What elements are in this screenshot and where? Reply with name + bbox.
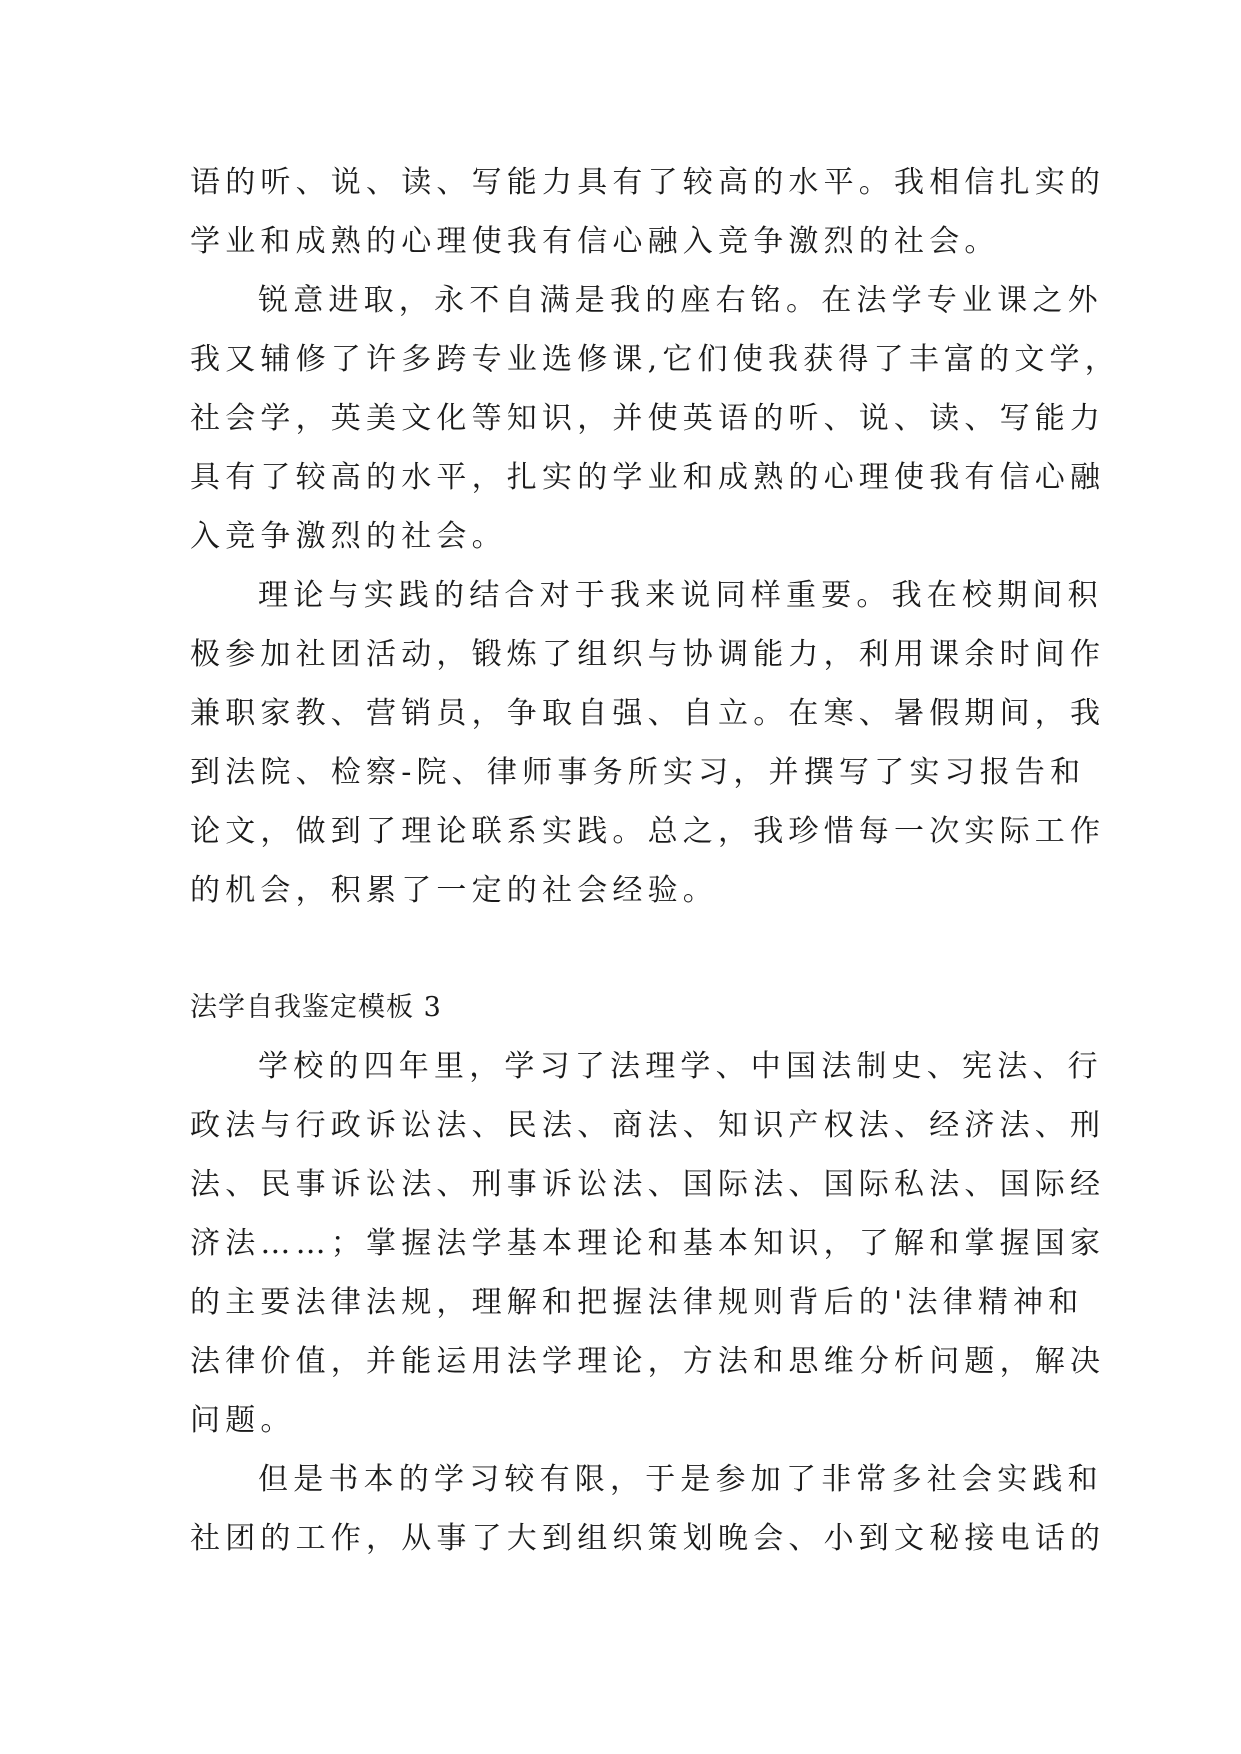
paragraph-line: 我又辅修了许多跨专业选修课,它们使我获得了丰富的文学， <box>190 342 1120 377</box>
paragraph-line: 法、民事诉讼法、刑事诉讼法、国际法、国际私法、国际经 <box>190 1167 1106 1202</box>
paragraph-line: 到法院、检察-院、律师事务所实习，并撰写了实习报告和 <box>190 755 1086 790</box>
paragraph-line: 社会学，英美文化等知识，并使英语的听、说、读、写能力 <box>190 401 1106 436</box>
paragraph-line: 法律价值，并能运用法学理论，方法和思维分析问题，解决 <box>190 1344 1106 1379</box>
paragraph-courses <box>190 1037 1106 1450</box>
paragraph-line: 入竞争激烈的社会。 <box>190 519 507 554</box>
paragraph-line: 的机会，积累了一定的社会经验。 <box>190 873 718 908</box>
document-body <box>190 153 1120 1568</box>
section-heading: 法学自我鉴定模板 3 <box>190 992 442 1023</box>
paragraph-line: 但是书本的学习较有限，于是参加了非常多社会实践和 <box>258 1462 1103 1497</box>
paragraph-line: 济法……；掌握法学基本理论和基本知识，了解和掌握国家 <box>190 1226 1106 1261</box>
paragraph-line: 问题。 <box>190 1403 296 1438</box>
paragraph-line: 兼职家教、营销员，争取自强、自立。在寒、暑假期间，我 <box>190 696 1106 731</box>
paragraph-line: 社团的工作，从事了大到组织策划晚会、小到文秘接电话的 <box>190 1521 1106 1556</box>
paragraph-line: 学业和成熟的心理使我有信心融入竞争激烈的社会。 <box>190 224 1000 259</box>
top-paragraph <box>190 153 1106 271</box>
paragraph-practice <box>190 566 1106 920</box>
paragraph-line: 政法与行政诉讼法、民法、商法、知识产权法、经济法、刑 <box>190 1108 1106 1143</box>
paragraph-line: 具有了较高的水平，扎实的学业和成熟的心理使我有信心融 <box>190 460 1106 495</box>
paragraph-line: 学校的四年里，学习了法理学、中国法制史、宪法、行 <box>258 1049 1103 1084</box>
paragraph-line: 语的听、说、读、写能力具有了较高的水平。我相信扎实的 <box>190 165 1106 200</box>
paragraph-line: 理论与实践的结合对于我来说同样重要。我在校期间积 <box>258 578 1103 613</box>
paragraph-line: 论文，做到了理论联系实践。总之，我珍惜每一次实际工作 <box>190 814 1106 849</box>
paragraph-line: 锐意进取，永不自满是我的座右铭。在法学专业课之外 <box>258 283 1103 318</box>
paragraph-line: 极参加社团活动，锻炼了组织与协调能力，利用课余时间作 <box>190 637 1106 672</box>
paragraph-line: 的主要法律法规，理解和把握法律规则背后的'法律精神和 <box>190 1285 1084 1320</box>
paragraph-motto <box>190 271 1120 566</box>
paragraph-activities <box>190 1450 1106 1568</box>
section-spacer <box>190 920 1052 978</box>
